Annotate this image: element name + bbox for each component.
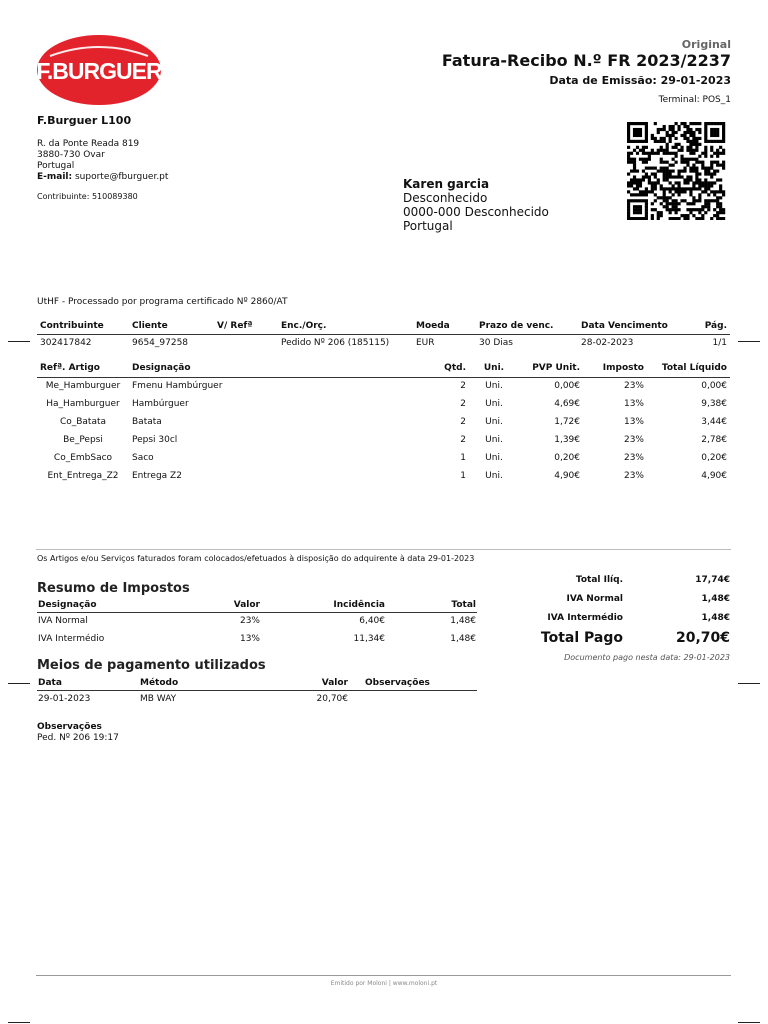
item-qty: 1 [460, 453, 466, 463]
tax-summary-table [37, 598, 477, 648]
cell: 28-02-2023 [581, 337, 634, 348]
table-header-row [37, 318, 730, 334]
logo-text: F.BURGUER [36, 58, 162, 84]
fold-mark [738, 341, 760, 342]
payments-title: Meios de pagamento utilizados [37, 658, 266, 673]
email-label: E-mail: [37, 172, 73, 182]
item-total: 9,38€ [701, 399, 727, 409]
item-price: 4,69€ [554, 399, 580, 409]
item-tax: 23% [623, 471, 644, 481]
header-cell: Moeda [413, 318, 476, 334]
item-price: 1,72€ [554, 417, 580, 427]
cell: 29-01-2023 [38, 694, 91, 705]
header-cell: Data [37, 676, 139, 690]
client-name: Karen garcia [403, 177, 490, 191]
company-logo [36, 34, 162, 106]
item-qty: 2 [460, 435, 466, 445]
cell: 11,34€ [353, 634, 385, 644]
cell: IVA Normal [38, 616, 88, 627]
header-cell: Cliente [129, 318, 214, 334]
company-address [37, 139, 168, 183]
total-row [520, 589, 730, 608]
item-unit: Uni. [485, 435, 503, 445]
company-email [37, 172, 168, 183]
client-line: 0000-000 Desconhecido [403, 205, 549, 219]
cell: Pedido Nº 206 (185115) [281, 337, 390, 348]
header-cell: Designação [37, 598, 177, 612]
table-header-row [37, 676, 477, 690]
item-ref: Co_EmbSaco [53, 453, 113, 463]
item-qty: 1 [460, 471, 466, 481]
item-qty: 2 [460, 381, 466, 392]
fold-mark [8, 1022, 30, 1023]
header-cell: Observações [349, 676, 477, 690]
totals-table [520, 570, 730, 649]
observations-value: Ped. Nº 206 19:17 [37, 733, 119, 743]
cell: 20,70€ [316, 694, 348, 705]
header-cell: Qtd. [369, 360, 469, 377]
item-qty: 2 [460, 399, 466, 409]
total-paid-row [520, 627, 730, 649]
total-row [520, 608, 730, 627]
item-unit: Uni. [485, 381, 503, 392]
table-row [37, 334, 730, 351]
payments-table [37, 676, 477, 708]
cell: 1,48€ [450, 616, 476, 627]
item-designation: Batata [132, 417, 162, 427]
total-value: 1,48€ [701, 612, 730, 623]
header-cell: PVP Unit. [519, 360, 583, 377]
header-cell: Designação [129, 360, 369, 377]
item-ref: Co_Batata [59, 417, 107, 427]
fold-mark [8, 683, 30, 684]
table-header-row [37, 360, 730, 377]
address-line: 3880-730 Ovar [37, 150, 105, 160]
company-contribuinte: Contribuinte: 510089380 [37, 192, 138, 201]
item-price: 1,39€ [554, 435, 580, 445]
client-line: Desconhecido [403, 191, 488, 205]
cell: IVA Intermédio [38, 634, 105, 644]
item-tax: 23% [623, 453, 644, 463]
item-total: 0,20€ [701, 453, 727, 463]
client-block [403, 177, 549, 233]
cell [349, 690, 477, 708]
item-tax: 13% [623, 399, 644, 409]
item-designation: Saco [132, 453, 154, 463]
table-row [37, 630, 477, 648]
total-paid-value: 20,70€ [675, 630, 730, 646]
document-info-table [37, 318, 730, 351]
item-total: 4,90€ [701, 471, 727, 481]
table-row [37, 395, 730, 413]
observations-label: Observações [37, 722, 102, 732]
cell: 302417842 [40, 337, 92, 348]
item-unit: Uni. [485, 453, 503, 463]
certification-note: UtHF - Processado por programa certificado Nº 2860/AT [37, 297, 288, 307]
item-designation: Pepsi 30cl [132, 435, 178, 445]
terminal-label: Terminal: POS_1 [658, 95, 731, 105]
header-cell: Imposto [583, 360, 647, 377]
item-unit: Uni. [485, 417, 503, 427]
table-row [37, 431, 730, 449]
item-total: 2,78€ [701, 435, 727, 445]
header-cell: Refª. Artigo [37, 360, 129, 377]
invoice-title: Fatura-Recibo N.º FR 2023/2237 [441, 51, 731, 70]
item-ref: Ha_Hamburguer [46, 399, 120, 409]
total-paid-label: Total Pago [540, 630, 623, 646]
table-row [37, 413, 730, 431]
item-total: 3,44€ [701, 417, 727, 427]
total-label: IVA Intermédio [547, 612, 623, 623]
fold-mark [8, 341, 30, 342]
item-total: 0,00€ [701, 381, 727, 392]
header-cell: V/ Refª [214, 318, 278, 334]
disposition-note: Os Artigos e/ou Serviços faturados foram colocados/efetuados à disposição do adquirente à data 29-01-2023 [37, 554, 475, 563]
header-cell: Contribuinte [37, 318, 129, 334]
client-line: Portugal [403, 219, 453, 233]
item-price: 4,90€ [554, 471, 580, 481]
company-name: F.Burguer L100 [37, 114, 132, 127]
cell: 30 Dias [479, 337, 513, 348]
item-qty: 2 [460, 417, 466, 427]
cell: 9654_97258 [132, 337, 189, 348]
table-row [37, 449, 730, 467]
cell: 6,40€ [359, 616, 385, 627]
address-country: Portugal [37, 161, 75, 171]
total-label: IVA Normal [566, 593, 623, 604]
cell [214, 334, 278, 351]
item-ref: Me_Hamburguer [45, 381, 121, 392]
table-row [37, 612, 477, 630]
total-label: Total Ilíq. [575, 574, 623, 585]
item-designation: Entrega Z2 [132, 471, 182, 481]
footer-text: Emitido por Moloni | www.moloni.pt [330, 980, 438, 987]
item-tax: 13% [623, 417, 644, 427]
address-line: R. da Ponte Reada 819 [37, 139, 140, 149]
table-row [37, 690, 477, 708]
paid-note: Documento pago nesta data: 29-01-2023 [564, 653, 730, 662]
cell: 23% [239, 616, 260, 627]
item-price: 0,20€ [554, 453, 580, 463]
header-cell: Data Vencimento [578, 318, 682, 334]
header-cell: Método [139, 676, 249, 690]
header-cell: Incidência [261, 598, 386, 612]
header-cell: Prazo de venc. [476, 318, 578, 334]
item-unit: Uni. [485, 399, 503, 409]
footer-divider [36, 975, 731, 976]
item-designation: Hambúrguer [132, 399, 189, 409]
total-row [520, 570, 730, 589]
cell: MB WAY [140, 694, 177, 705]
fold-mark [738, 683, 760, 684]
tax-summary-title: Resumo de Impostos [37, 581, 190, 596]
header-cell: Uni. [469, 360, 519, 377]
item-tax: 23% [623, 381, 644, 392]
fold-mark [738, 1022, 760, 1023]
header-cell: Valor [249, 676, 349, 690]
total-value: 1,48€ [701, 593, 730, 604]
item-ref: Ent_Entrega_Z2 [47, 471, 119, 481]
original-label: Original [681, 38, 731, 51]
header-cell: Total [386, 598, 477, 612]
item-price: 0,00€ [554, 381, 580, 392]
email-value: suporte@fburguer.pt [74, 172, 169, 182]
emission-date: Data de Emissão: 29-01-2023 [549, 74, 731, 87]
cell: EUR [416, 337, 435, 348]
table-row [37, 377, 730, 395]
item-designation: Fmenu Hambúrguer [132, 381, 223, 392]
cell: 1/1 [712, 337, 727, 348]
cell: 1,48€ [450, 634, 476, 644]
item-tax: 23% [623, 435, 644, 445]
total-value: 17,74€ [695, 574, 730, 585]
header-cell: Total Líquido [647, 360, 730, 377]
header-cell: Pág. [682, 318, 730, 334]
item-unit: Uni. [485, 471, 503, 481]
table-header-row [37, 598, 477, 612]
qr-code [624, 122, 728, 220]
item-ref: Be_Pepsi [63, 435, 103, 445]
header-cell: Valor [177, 598, 261, 612]
table-row [37, 467, 730, 485]
cell: 13% [239, 634, 260, 644]
header-cell: Enc./Orç. [278, 318, 413, 334]
divider [36, 549, 731, 550]
items-table [37, 360, 730, 485]
